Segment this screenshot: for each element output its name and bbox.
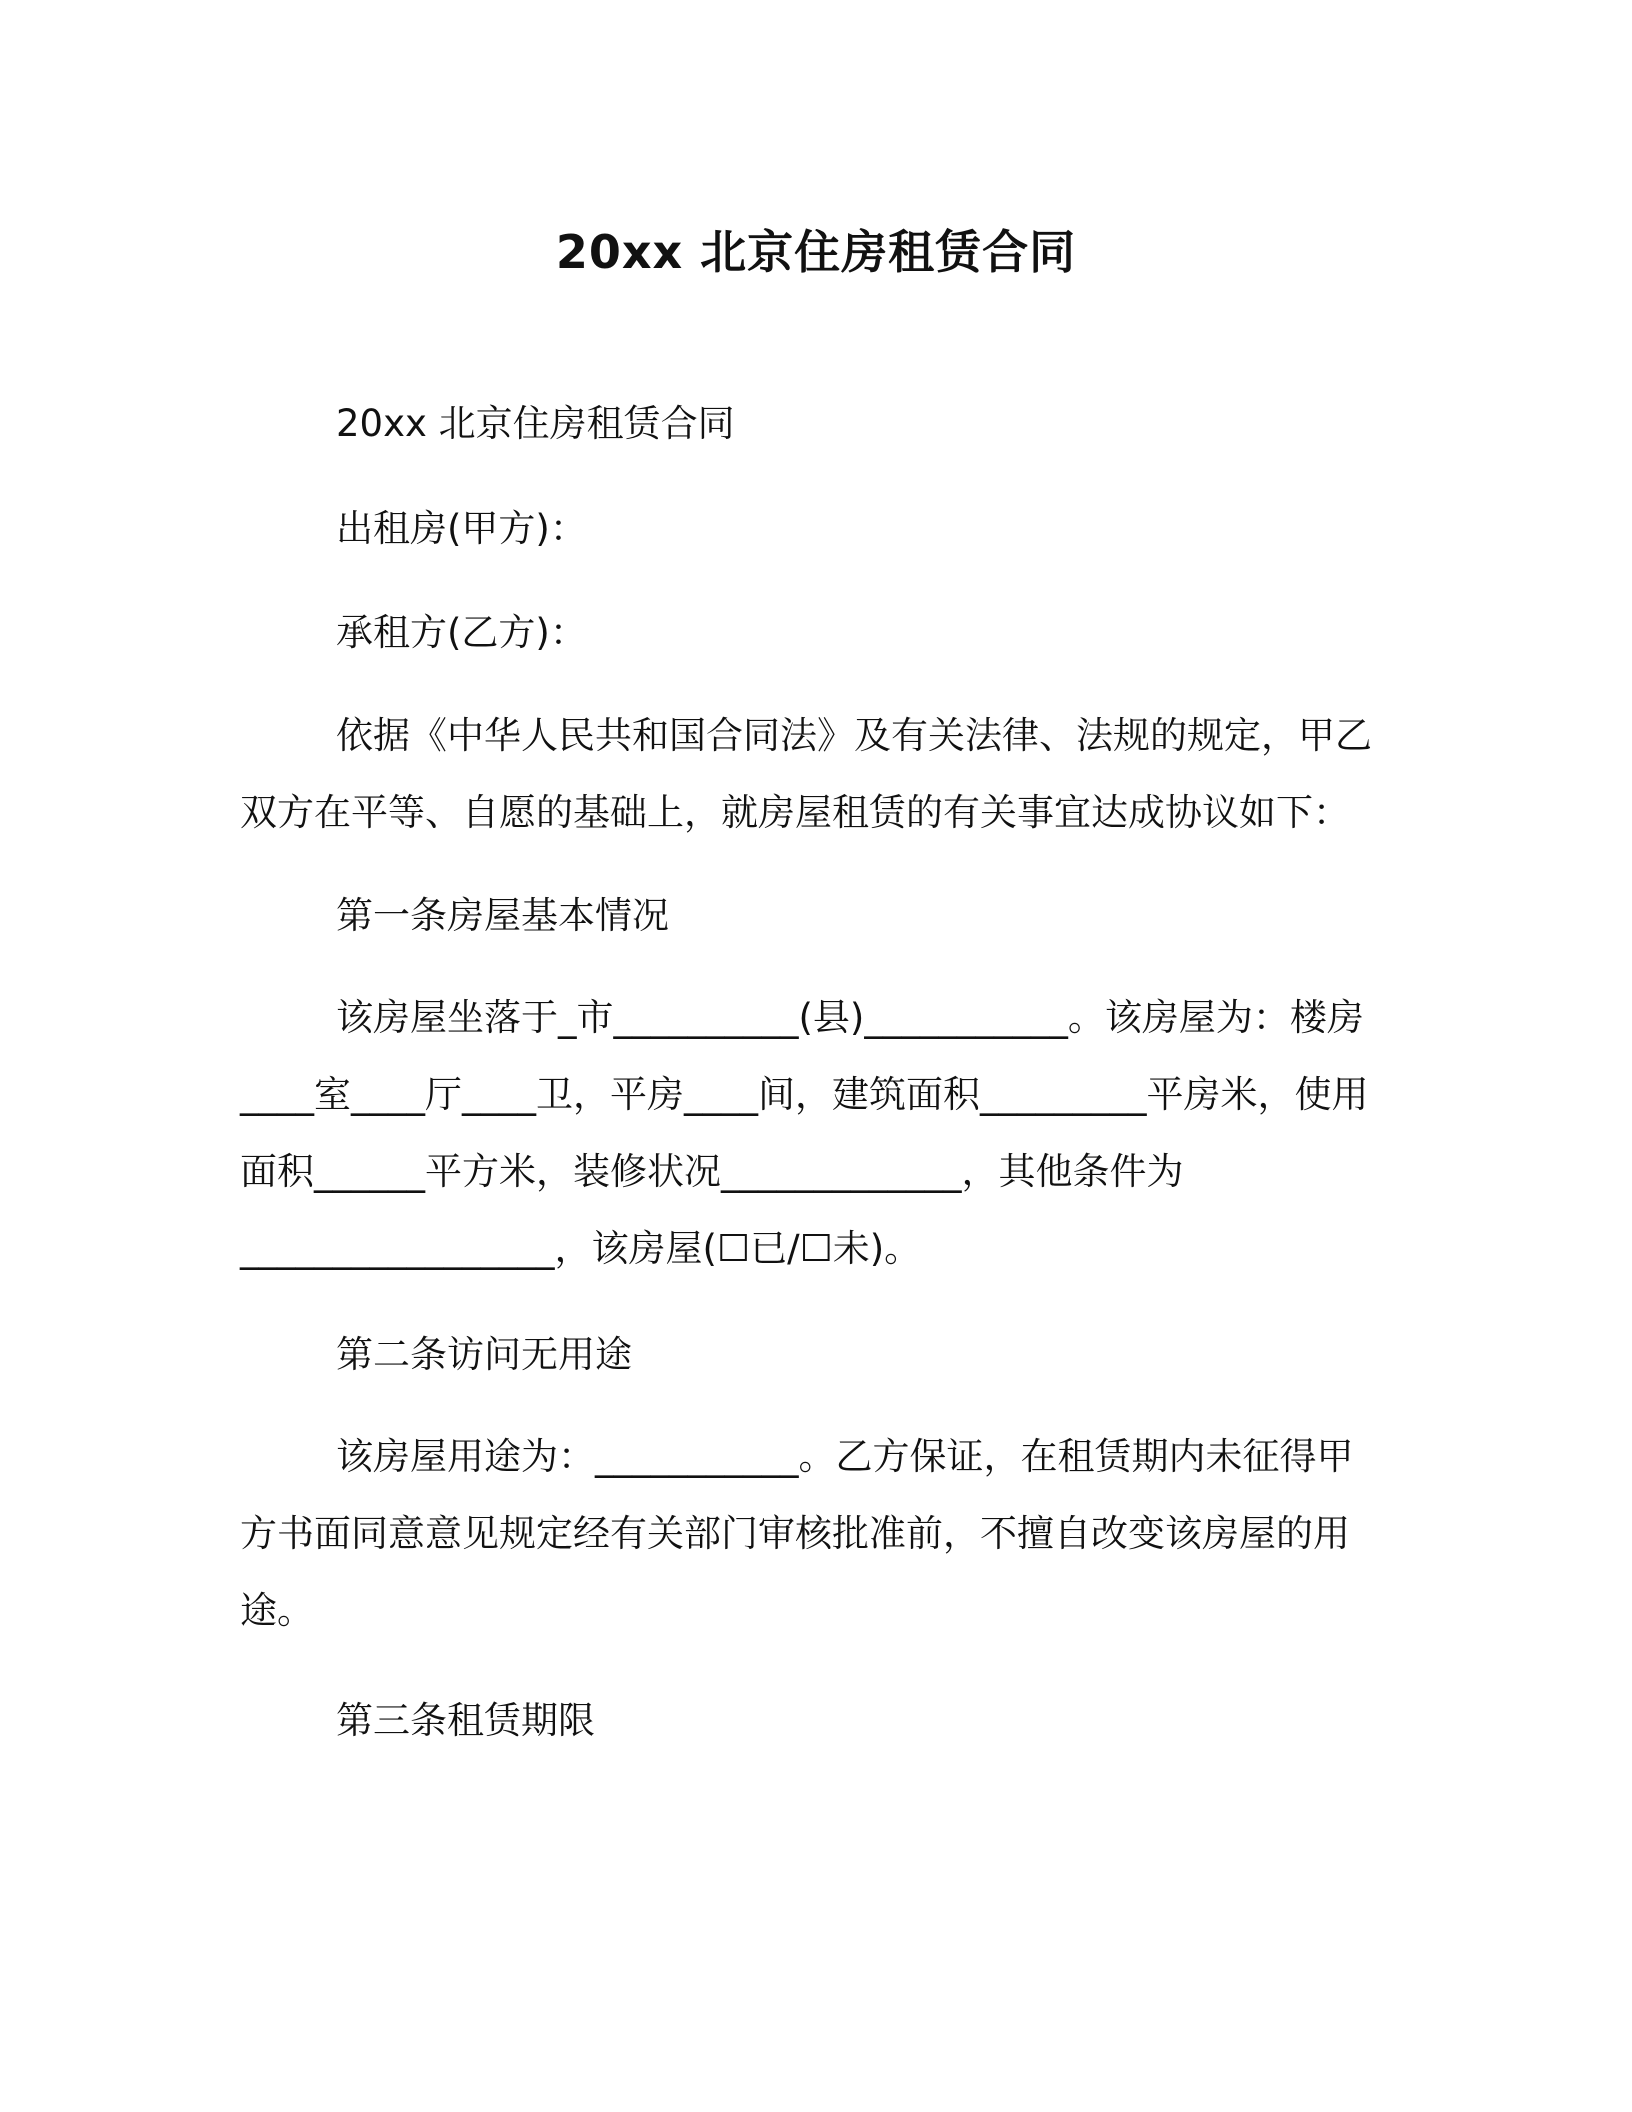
lessor-line: 出租房(甲方)： — [336, 507, 587, 550]
lessee-line: 承租方(乙方)： — [336, 611, 587, 654]
document-title: 20xx 北京住房租赁合同 — [555, 225, 1077, 279]
article-2-heading: 第二条访问无用途 — [336, 1333, 632, 1376]
article-2-body: 该房屋用途为：___________。乙方保证，在租赁期内未征得甲方书面同意意见规定经有关部门审核批准前，不擅自改变该房屋的用途。 — [240, 1435, 1354, 1632]
article-1-body: 该房屋坐落于_市__________(县)___________。该房屋为：楼房____室____厅____卫，平房____间，建筑面积_________平房米，使用面积______平方米，装修状况_____________，其他条件为_________________，该房屋(☐已/☐未)。 — [240, 996, 1369, 1270]
article-1-heading: 第一条房屋基本情况 — [336, 894, 669, 937]
preamble-paragraph: 依据《中华人民共和国合同法》及有关法律、法规的规定，甲乙双方在平等、自愿的基础上，就房屋租赁的有关事宜达成协议如下： — [240, 714, 1372, 834]
article-3-heading: 第三条租赁期限 — [336, 1699, 595, 1742]
contract-heading: 20xx 北京住房租赁合同 — [336, 402, 735, 445]
